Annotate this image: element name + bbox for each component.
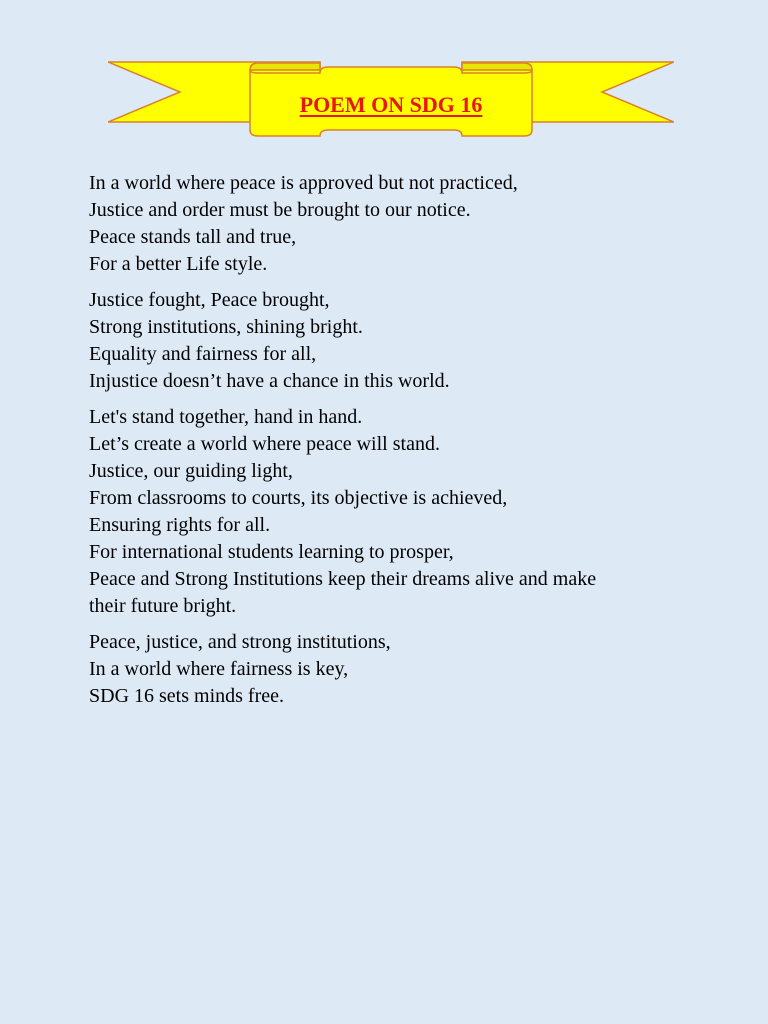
stanza-1: [89, 170, 709, 278]
banner-right-fold: [462, 63, 532, 70]
banner-left-fold: [250, 63, 320, 70]
poem-line: Injustice doesn’t have a chance in this world.: [89, 370, 450, 392]
poem-line: Peace, justice, and strong institutions,: [89, 631, 391, 653]
poem-line: Strong institutions, shining bright.: [89, 316, 363, 338]
poem-line: Equality and fairness for all,: [89, 343, 317, 365]
poem-line: For a better Life style.: [89, 253, 268, 275]
stanza-2: [89, 287, 709, 395]
poem-line: Justice, our guiding light,: [89, 460, 293, 482]
title-banner: [108, 59, 674, 139]
poem-line: Peace stands tall and true,: [89, 226, 297, 248]
poem-line: In a world where peace is approved but not practiced,: [89, 172, 518, 194]
poem-line: SDG 16 sets minds free.: [89, 685, 284, 707]
poem-body: [89, 170, 709, 719]
poem-line: From classrooms to courts, its objective is achieved,: [89, 487, 508, 509]
poem-line: Let’s create a world where peace will stand.: [89, 433, 440, 455]
poem-line: Ensuring rights for all.: [89, 514, 271, 536]
poem-line: Justice and order must be brought to our notice.: [89, 199, 471, 221]
poem-line: In a world where fairness is key,: [89, 658, 349, 680]
page-title: POEM ON SDG 16: [299, 92, 483, 117]
poem-line: their future bright.: [89, 595, 237, 617]
stanza-3: [89, 404, 709, 620]
poem-line: Let's stand together, hand in hand.: [89, 406, 363, 428]
poem-line: Justice fought, Peace brought,: [89, 289, 330, 311]
poem-line: For international students learning to prosper,: [89, 541, 454, 563]
stanza-4: [89, 629, 709, 710]
poem-line: Peace and Strong Institutions keep their dreams alive and make: [89, 568, 597, 590]
